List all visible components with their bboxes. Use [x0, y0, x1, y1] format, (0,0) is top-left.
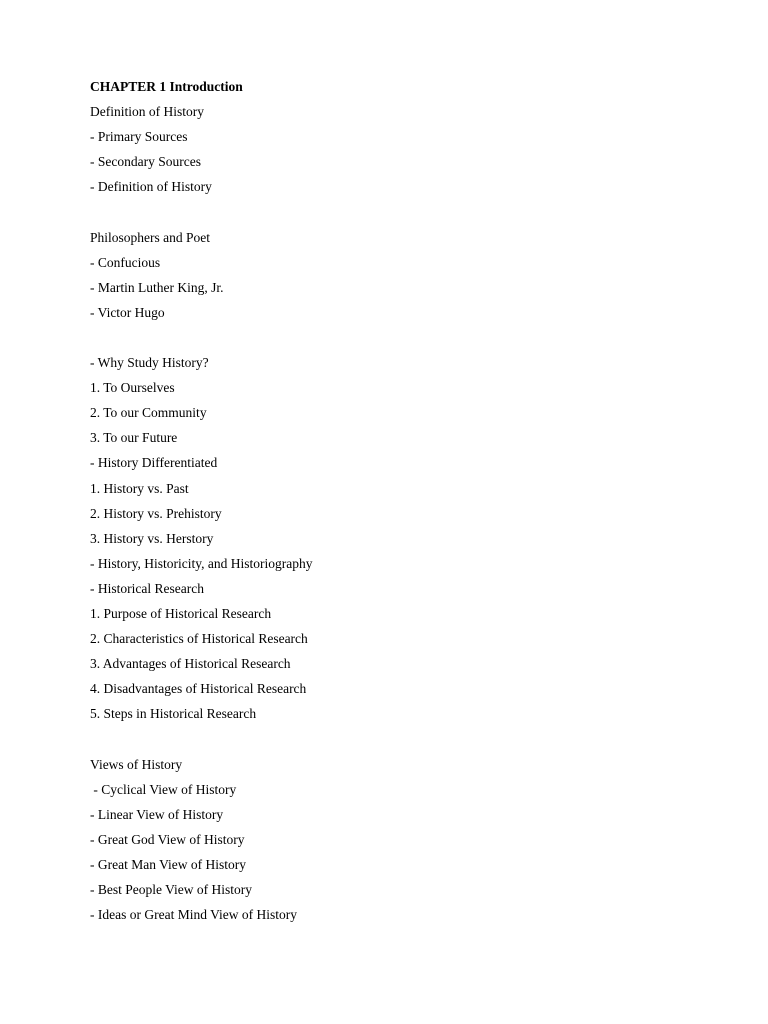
list-item: - History, Historicity, and Historiography — [90, 555, 313, 571]
list-item: 3. History vs. Herstory — [90, 530, 214, 546]
list-item: 4. Disadvantages of Historical Research — [90, 681, 307, 697]
chapter-heading: CHAPTER 1 Introduction — [90, 79, 243, 94]
list-item: - Why Study History? — [90, 355, 209, 371]
blank-line — [90, 199, 690, 224]
section-title-definition: Definition of History — [90, 104, 204, 120]
section-title-views: Views of History — [90, 756, 183, 772]
blank-line — [90, 325, 690, 350]
list-item: - Historical Research — [90, 580, 204, 596]
section-title-philosophers: Philosophers and Poet — [90, 229, 210, 245]
list-item: - Primary Sources — [90, 129, 188, 145]
list-item: - Best People View of History — [90, 882, 253, 897]
blank-line — [90, 726, 690, 751]
list-item: 2. History vs. Prehistory — [90, 505, 222, 521]
list-item: 3. Advantages of Historical Research — [90, 656, 291, 672]
document-page — [90, 74, 690, 927]
list-item: - Victor Hugo — [90, 304, 165, 320]
list-item: - Martin Luther King, Jr. — [90, 279, 224, 295]
list-item: - Great Man View of History — [90, 856, 247, 872]
list-item: - History Differentiated — [90, 455, 218, 471]
list-item: - Cyclical View of History — [90, 781, 237, 797]
list-item: 3. To our Future — [90, 430, 178, 446]
list-item: 1. To Ourselves — [90, 380, 175, 396]
list-item: 2. To our Community — [90, 405, 207, 421]
list-item: 5. Steps in Historical Research — [90, 706, 257, 722]
list-item: - Ideas or Great Mind View of History — [90, 907, 298, 923]
list-item: 2. Characteristics of Historical Research — [90, 631, 308, 647]
list-item: - Confucious — [90, 254, 161, 270]
list-item: 1. History vs. Past — [90, 480, 189, 496]
list-item: - Great God View of History — [90, 831, 245, 847]
list-item: - Linear View of History — [90, 806, 224, 822]
list-item: - Definition of History — [90, 179, 212, 195]
list-item: - Secondary Sources — [90, 154, 201, 170]
list-item: 1. Purpose of Historical Research — [90, 605, 272, 621]
